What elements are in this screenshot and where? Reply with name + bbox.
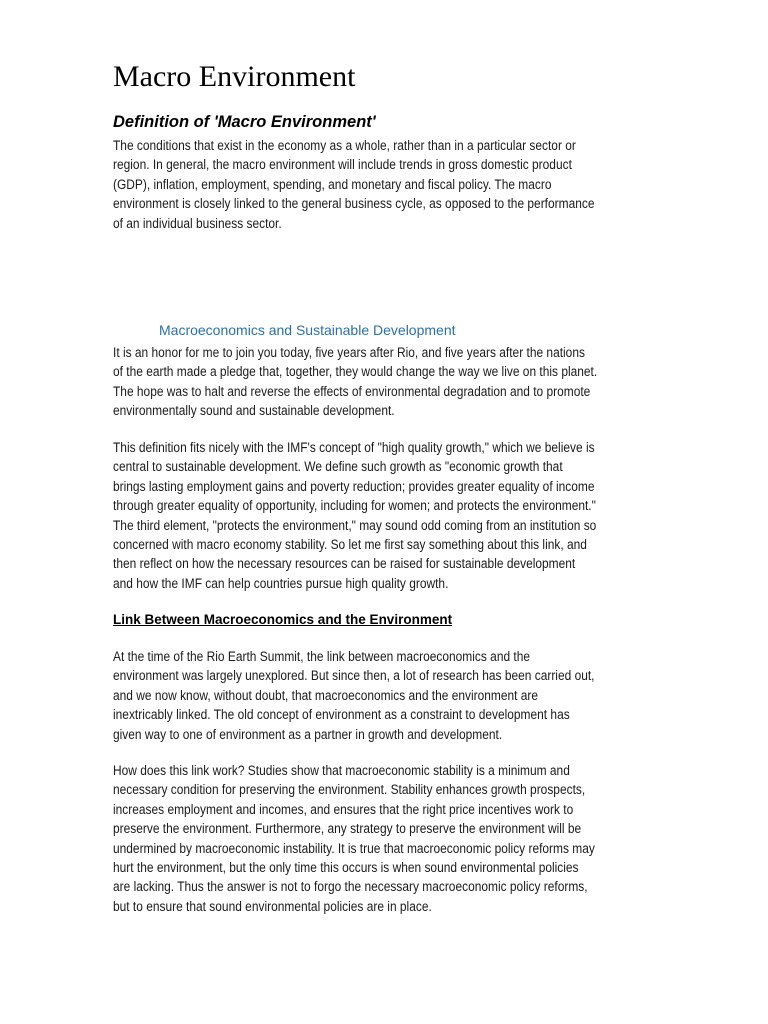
text-line: and how the IMF can help countries pursue high quality growth. [113, 575, 449, 591]
text-line: of the earth made a pledge that, together, they would change the way we live on this planet. [113, 364, 598, 380]
text-line: concerned with macro economy stability. So let me first say something about this link, and [113, 537, 587, 553]
text-line: (GDP), inflation, employment, spending, and monetary and fiscal policy. The macro [113, 176, 552, 192]
text-line: of an individual business sector. [113, 215, 282, 231]
text-line: through greater equality of opportunity, including for women; and protects the environment." [113, 498, 596, 514]
text-line: The hope was to halt and reverse the effects of environmental degradation and to promote [113, 383, 591, 399]
text-line: brings lasting employment gains and poverty reduction; provides greater equality of income [113, 478, 595, 494]
text-line: but to ensure that sound environmental policies are in place. [113, 898, 432, 914]
text-line: inextricably linked. The old concept of environment as a constraint to development has [113, 707, 570, 723]
text-line: undermined by macroeconomic instability. It is true that macroeconomic policy reforms may [113, 840, 595, 856]
paragraph-4 [113, 761, 595, 916]
text-line: hurt the environment, but the only time this occurs is when sound environmental policies [113, 860, 579, 876]
link-heading: Link Between Macroeconomics and the Environment [113, 612, 453, 627]
text-line: then reflect on how the necessary resources can be raised for sustainable development [113, 556, 576, 572]
text-line: How does this link work? Studies show that macroeconomic stability is a minimum and [113, 763, 570, 778]
text-line: necessary condition for preserving the environment. Stability enhances growth prospects, [113, 782, 586, 798]
text-line: At the time of the Rio Earth Summit, the link between macroeconomics and the [113, 649, 531, 664]
text-line: preserve the environment. Furthermore, any strategy to preserve the environment will be [113, 821, 582, 837]
text-line: This definition fits nicely with the IMF's concept of "high quality growth," which we believe is [113, 440, 595, 455]
section-heading: Macroeconomics and Sustainable Development [159, 322, 456, 338]
text-line: environmentally sound and sustainable development. [113, 403, 395, 419]
text-line: are lacking. Thus the answer is not to forgo the necessary macroeconomic policy reforms, [113, 879, 588, 895]
text-line: The conditions that exist in the economy as a whole, rather than in a particular sector or [113, 138, 576, 153]
text-line: It is an honor for me to join you today, five years after Rio, and five years after the nations [113, 345, 585, 360]
text-line: central to sustainable development. We define such growth as "economic growth that [113, 459, 563, 475]
text-line: region. In general, the macro environment will include trends in gross domestic product [113, 157, 572, 173]
paragraph-1 [113, 343, 598, 421]
text-line: and we now know, without doubt, that macroeconomics and the environment are [113, 687, 539, 703]
definition-heading: Definition of 'Macro Environment' [113, 113, 376, 131]
text-line: environment is closely linked to the general business cycle, as opposed to the performance [113, 196, 595, 212]
text-line: given way to one of environment as a partner in growth and development. [113, 726, 503, 742]
paragraph-3 [113, 647, 595, 744]
text-line: environment was largely unexplored. But since then, a lot of research has been carried out, [113, 668, 595, 684]
definition-paragraph [113, 136, 595, 233]
text-line: increases employment and incomes, and ensures that the right price incentives work to [113, 801, 574, 817]
page-title: Macro Environment [113, 60, 356, 93]
text-line: The third element, "protects the environment," may sound odd coming from an institution so [113, 517, 597, 533]
paragraph-2 [113, 438, 595, 593]
